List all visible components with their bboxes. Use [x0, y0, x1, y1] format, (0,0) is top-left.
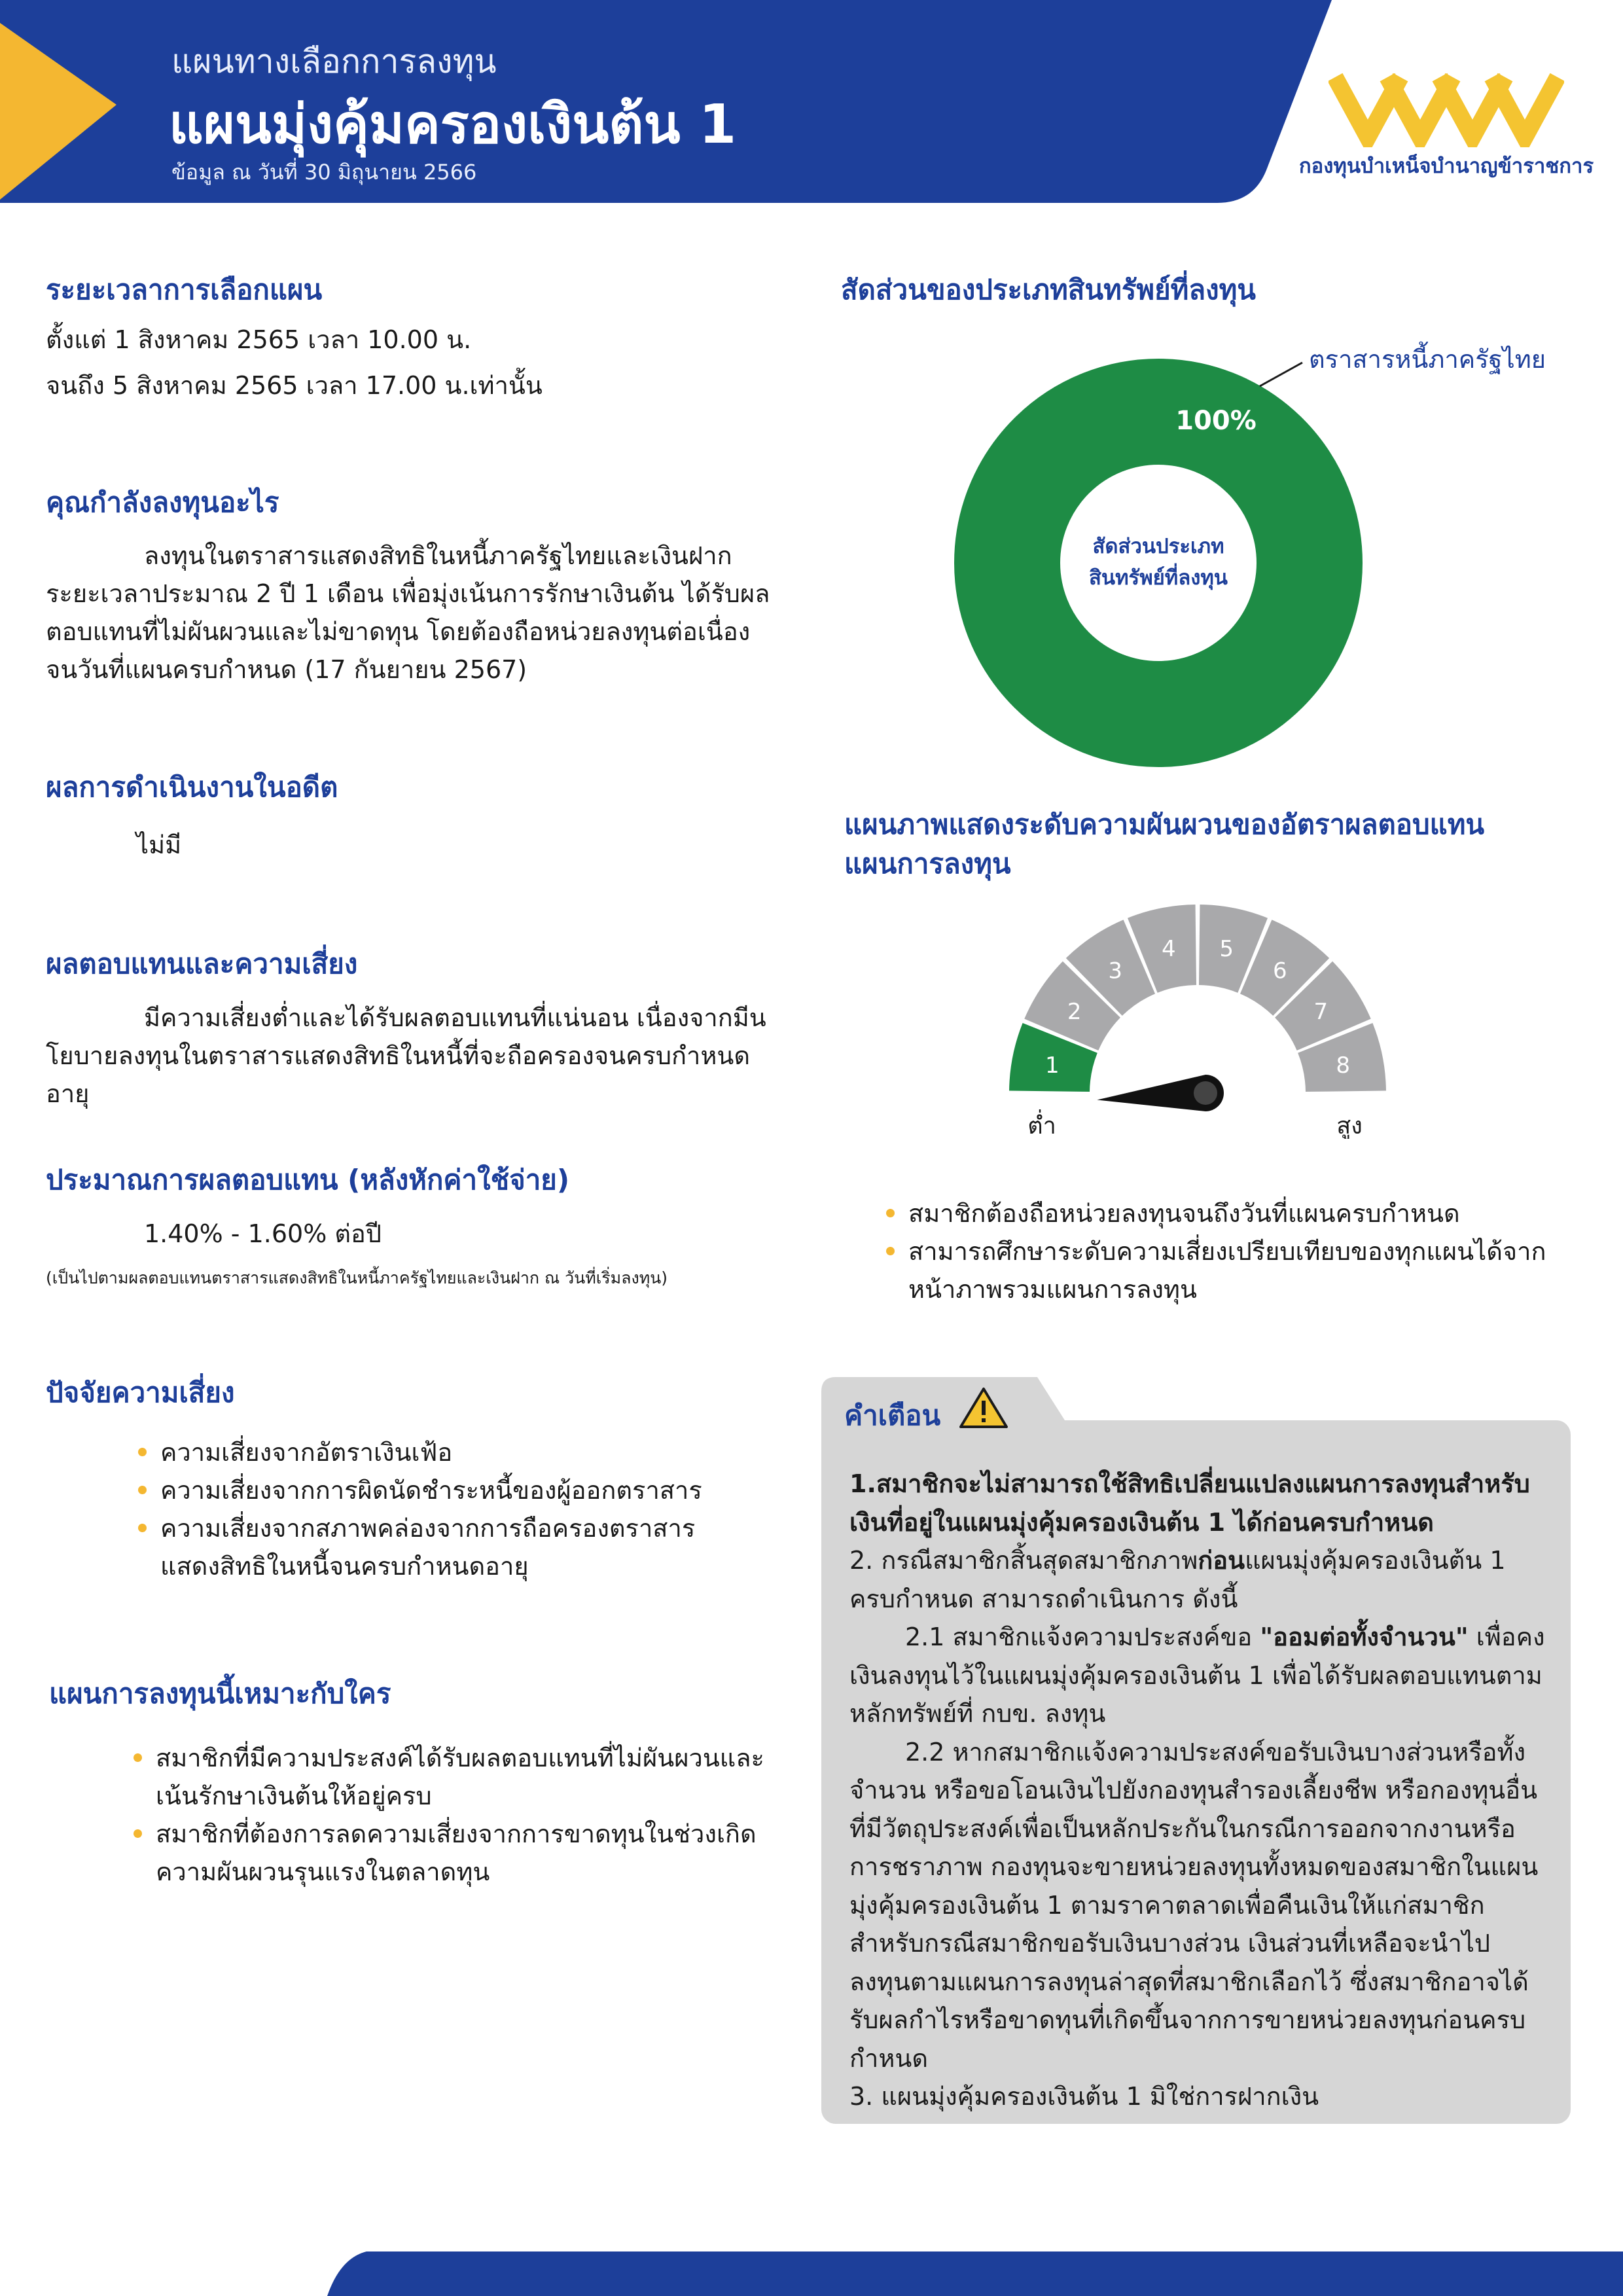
data-date: ข้อมูล ณ วันที่ 30 มิถุนายน 2566	[171, 160, 477, 185]
asset-allocation-donut-chart	[949, 353, 1368, 772]
donut-slice	[1007, 412, 1310, 714]
list-item: ความเสี่ยงจากอัตราเงินเฟ้อ	[160, 1433, 749, 1471]
selection-period-heading: ระยะเวลาการเลือกแผน	[46, 274, 323, 306]
legend-leader-line	[1260, 363, 1302, 386]
estimated-return-note: (เป็นไปตามผลตอบแทนตราสารแสดงสิทธิในหนี้ภาครัฐไทยและเงินฝาก ณ วันที่เริ่มลงทุน)	[46, 1268, 668, 1287]
gauge-level-label: 8	[1336, 1052, 1350, 1079]
gauge-low-label: ต่ำ	[1027, 1113, 1056, 1139]
footer-band	[0, 2251, 1623, 2296]
risk-gauge-heading	[844, 805, 1484, 884]
logo-caption: กองทุนบำเหน็จบำนาญข้าราชการ	[1298, 154, 1594, 178]
slice-value-label: 100%	[1175, 406, 1257, 436]
list-item: สมาชิกที่มีความประสงค์ได้รับผลตอบแทนที่ไม่ผันผวนและเน้นรักษาเงินต้นให้อยู่ครบ	[156, 1739, 777, 1815]
warning-item-3: 3. แผนมุ่งคุ้มครองเงินต้น 1 มิใช่การฝากเงิน	[849, 2082, 1319, 2111]
past-performance-text: ไม่มี	[136, 831, 182, 859]
gauge-level-label: 3	[1108, 958, 1122, 984]
investing-in-text: ลงทุนในตราสารแสดงสิทธิในหนี้ภาครัฐไทยและเงินฝากระยะเวลาประมาณ 2 ปี 1 เดือน เพื่อมุ่งเน้นการรักษาเงินต้น ได้รับผลตอบแทนที่ไม่ผันผวนและไม่ขาดทุน โดยต้องถือหน่วยลงทุนต่อเนื่องจนวันที่แผนครบกำหนด (17 กันยายน 2567)	[46, 541, 770, 684]
return-risk-text: มีความเสี่ยงต่ำและได้รับผลตอบแทนที่แน่นอน เนื่องจากมีนโยบายลงทุนในตราสารแสดงสิทธิในหนี้ที่จะถือครองจนครบกำหนดอายุ	[46, 1003, 766, 1108]
warning-item-2-1: 2.1 สมาชิกแจ้งความประสงค์ขอ "ออมต่อทั้งจำนวน" เพื่อคงเงินลงทุนไว้ในแผนมุ่งคุ้มครองเงินต้น 1 เพื่อได้รับผลตอบแทนตามหลักทรัพย์ที่ กบข. ลงทุน	[849, 1623, 1545, 1728]
gauge-level-label: 7	[1313, 999, 1329, 1026]
warning-item-2: 2. กรณีสมาชิกสิ้นสุดสมาชิกภาพก่อนแผนมุ่งคุ้มครองเงินต้น 1 ครบกำหนด สามารถดำเนินการ ดังนี้	[849, 1546, 1506, 1613]
warning-text	[849, 1465, 1546, 2116]
risk-gauge-heading-line2: แผนการลงทุน	[844, 848, 1011, 880]
estimated-return-heading: ประมาณการผลตอบแทน (หลังหักค่าใช้จ่าย)	[46, 1164, 570, 1196]
asset-allocation-heading: สัดส่วนของประเภทสินทรัพย์ที่ลงทุน	[841, 274, 1256, 306]
gauge-level-label: 1	[1045, 1052, 1060, 1079]
risk-factors-list	[160, 1433, 749, 1585]
list-item: สมาชิกต้องถือหน่วยลงทุนจนถึงวันที่แผนครบกำหนด	[908, 1194, 1576, 1232]
gauge-needle-hub	[1194, 1081, 1217, 1105]
page-title: แผนมุ่งคุ้มครองเงินต้น 1	[169, 94, 737, 156]
gpf-logo-icon	[1329, 72, 1564, 147]
legend-label: ตราสารหนี้ภาครัฐไทย	[1309, 345, 1546, 374]
return-risk-heading: ผลตอบแทนและความเสี่ยง	[46, 948, 358, 980]
gauge-high-label: สูง	[1336, 1113, 1363, 1139]
past-performance-heading: ผลการดำเนินงานในอดีต	[46, 771, 338, 803]
gauge-level-label: 6	[1273, 958, 1287, 984]
list-item: สมาชิกที่ต้องการลดความเสี่ยงจากการขาดทุนในช่วงเกิดความผันผวนรุนแรงในตลาดทุน	[156, 1815, 777, 1891]
suitable-for-heading: แผนการลงทุนนี้เหมาะกับใคร	[49, 1677, 391, 1710]
warning-triangle-icon	[959, 1386, 1008, 1429]
risk-level-gauge	[995, 903, 1400, 1139]
risk-gauge-notes	[908, 1194, 1576, 1308]
estimated-return-value: 1.40% - 1.60% ต่อปี	[144, 1219, 382, 1248]
gauge-level-label: 4	[1161, 935, 1176, 962]
warning-item-2-2: 2.2 หากสมาชิกแจ้งความประสงค์ขอรับเงินบางส่วนหรือทั้งจำนวน หรือขอโอนเงินไปยังกองทุนสำรองเลี้ยงชีพ หรือกองทุนอื่นที่มีวัตถุประสงค์เพื่อเป็นหลักประกันในกรณีการออกจากงานหรือการชราภาพ กองทุนจะขายหน่วยลงทุนทั้งหมดของสมาชิกในแผนมุ่งคุ้มครองเงินต้น 1 ตามราคาตลาดเพื่อคืนเงินให้แก่สมาชิก สำหรับกรณีสมาชิกขอรับเงินบางส่วน เงินส่วนที่เหลือจะนำไปลงทุนตามแผนการลงทุนล่าสุดที่สมาชิกเลือกไว้ ซึ่งสมาชิกอาจได้รับผลกำไรหรือขาดทุนที่เกิดขึ้นจากการขายหน่วยลงทุนก่อนครบกำหนด	[849, 1737, 1539, 2073]
list-item: ความเสี่ยงจากสภาพคล่องจากการถือครองตราสารแสดงสิทธิในหนี้จนครบกำหนดอายุ	[160, 1509, 749, 1585]
header-subtitle: แผนทางเลือกการลงทุน	[171, 43, 497, 81]
warning-title: คำเตือน	[844, 1399, 941, 1431]
list-item: ความเสี่ยงจากการผิดนัดชำระหนี้ของผู้ออกตราสาร	[160, 1471, 749, 1509]
selection-period-start: ตั้งแต่ 1 สิงหาคม 2565 เวลา 10.00 น.	[46, 325, 472, 354]
suitable-for-list	[156, 1739, 777, 1891]
warning-item-1: 1.สมาชิกจะไม่สามารถใช้สิทธิเปลี่ยนแปลงแผนการลงทุนสำหรับเงินที่อยู่ในแผนมุ่งคุ้มครองเงินต้น 1 ได้ก่อนครบกำหนด	[849, 1469, 1530, 1537]
gauge-level-label: 2	[1067, 999, 1082, 1026]
gauge-level-label: 5	[1219, 935, 1234, 962]
donut-center-label: สินทรัพย์ที่ลงทุน	[1089, 566, 1228, 590]
list-item: สามารถศึกษาระดับความเสี่ยงเปรียบเทียบของทุกแผนได้จากหน้าภาพรวมแผนการลงทุน	[908, 1232, 1576, 1308]
selection-period-end: จนถึง 5 สิงหาคม 2565 เวลา 17.00 น.เท่านั้น	[46, 371, 543, 400]
risk-gauge-heading-line1: แผนภาพแสดงระดับความผันผวนของอัตราผลตอบแทน	[844, 808, 1485, 840]
risk-factors-heading: ปัจจัยความเสี่ยง	[46, 1376, 235, 1408]
donut-center-label: สัดส่วนประเภท	[1092, 535, 1224, 558]
investing-in-heading: คุณกำลังลงทุนอะไร	[46, 486, 279, 518]
